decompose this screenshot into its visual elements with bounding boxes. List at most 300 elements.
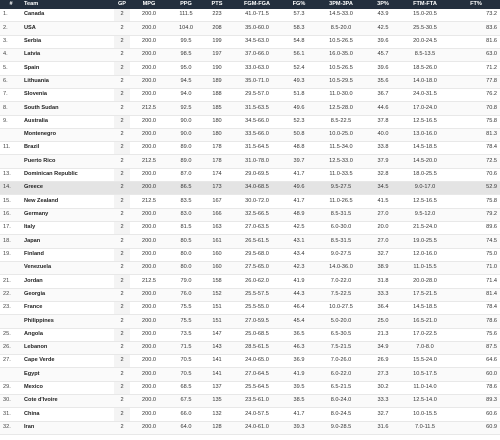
cell-ftm-fta: 20.0-28.0 [398,275,452,288]
table-row[interactable] [0,341,500,354]
cell-3p-pct: 43.9 [368,9,398,22]
cell-rank: 30. [0,395,22,408]
cell-fgm-fga: 24.0-57.5 [230,408,284,421]
cell-ppg: 95.0 [168,62,204,75]
cell-team: Japan [22,235,114,248]
cell-fgm-fga: 37.0-66.0 [230,48,284,61]
cell-ftm-fta: 10.5-17.5 [398,368,452,381]
cell-3p-pct: 34.9 [368,341,398,354]
cell-3p-pct: 44.6 [368,102,398,115]
cell-3p-pct: 31.6 [368,421,398,434]
cell-3p-pct: 26.9 [368,355,398,368]
cell-fg-pct: 43.4 [284,248,314,261]
cell-fgm-fga: 33.0-63.0 [230,62,284,75]
table-row[interactable] [0,62,500,75]
table-row[interactable] [0,222,500,235]
cell-ppg: 90.0 [168,128,204,141]
cell-pts: 160 [204,261,230,274]
table-row[interactable] [0,115,500,128]
cell-pts: 163 [204,222,230,235]
cell-gp: 2 [114,9,130,22]
cell-ft-pct: 70.6 [452,168,500,181]
column-header-gp[interactable]: GP [114,0,130,9]
cell-rank: 4. [0,48,22,61]
cell-rank: 22. [0,288,22,301]
cell-mpg: 200.0 [130,328,168,341]
cell-fgm-fga: 34.5-66.0 [230,115,284,128]
cell-rank: 8. [0,102,22,115]
cell-3p-pct: 32.7 [368,408,398,421]
cell-rank [0,155,22,168]
cell-ppg: 75.5 [168,315,204,328]
cell-fg-pct: 43.1 [284,235,314,248]
cell-rank: 11. [0,142,22,155]
table-row[interactable] [0,155,500,168]
cell-mpg: 200.0 [130,421,168,434]
cell-fg-pct: 48.9 [284,208,314,221]
cell-gp: 2 [114,62,130,75]
cell-gp: 2 [114,381,130,394]
cell-ppg: 83.5 [168,195,204,208]
cell-gp: 2 [114,222,130,235]
cell-gp: 2 [114,195,130,208]
cell-fgm-fga: 29.5-68.0 [230,248,284,261]
cell-ftm-fta: 12.0-16.0 [398,248,452,261]
cell-pts: 197 [204,48,230,61]
cell-3pm-3pa: 12.5-33.0 [314,155,368,168]
column-header-3pm-3pa[interactable]: 3PM-3PA [314,0,368,9]
cell-ppg: 86.5 [168,182,204,195]
cell-ft-pct: 81.4 [452,288,500,301]
table-row[interactable] [0,128,500,141]
cell-rank: 17. [0,222,22,235]
cell-gp: 2 [114,75,130,88]
cell-ft-pct: 89.3 [452,395,500,408]
cell-fg-pct: 41.9 [284,368,314,381]
table-row[interactable] [0,142,500,155]
cell-ftm-fta: 24.0-31.5 [398,88,452,101]
cell-fg-pct: 36.9 [284,355,314,368]
cell-ppg: 80.0 [168,248,204,261]
cell-3pm-3pa: 8.0-24.0 [314,395,368,408]
cell-pts: 190 [204,62,230,75]
table-row[interactable] [0,9,500,22]
cell-rank: 29. [0,381,22,394]
cell-ftm-fta: 10.0-15.5 [398,408,452,421]
column-header-team[interactable]: Team [22,0,114,9]
cell-fgm-fga: 34.0-68.5 [230,182,284,195]
cell-3pm-3pa: 11.5-34.0 [314,142,368,155]
cell-fg-pct: 41.9 [284,275,314,288]
cell-ftm-fta: 18.0-25.5 [398,168,452,181]
cell-3pm-3pa: 10.5-29.5 [314,75,368,88]
cell-3p-pct: 21.3 [368,328,398,341]
cell-fgm-fga: 34.5-63.0 [230,35,284,48]
cell-ftm-fta: 19.0-25.5 [398,235,452,248]
cell-gp: 2 [114,115,130,128]
cell-fgm-fga: 25.5-64.5 [230,381,284,394]
table-row[interactable] [0,168,500,181]
cell-gp: 2 [114,235,130,248]
cell-fg-pct: 39.5 [284,381,314,394]
cell-fgm-fga: 26.5-61.5 [230,235,284,248]
cell-pts: 147 [204,328,230,341]
cell-fgm-fga: 41.0-71.5 [230,9,284,22]
cell-team: Finland [22,248,114,261]
cell-fg-pct: 57.3 [284,9,314,22]
cell-3pm-3pa: 8.5-31.5 [314,235,368,248]
cell-pts: 151 [204,315,230,328]
cell-team: Spain [22,62,114,75]
cell-pts: 141 [204,368,230,381]
cell-fg-pct: 56.1 [284,48,314,61]
cell-gp: 2 [114,35,130,48]
cell-team: Canada [22,9,114,22]
cell-gp: 2 [114,128,130,141]
cell-fgm-fga: 27.0-59.5 [230,315,284,328]
cell-team: Cape Verde [22,355,114,368]
cell-3pm-3pa: 6.0-30.0 [314,222,368,235]
cell-mpg: 200.0 [130,222,168,235]
cell-team: South Sudan [22,102,114,115]
cell-mpg: 200.0 [130,261,168,274]
cell-rank: 32. [0,421,22,434]
cell-3p-pct: 39.6 [368,35,398,48]
cell-ppg: 83.0 [168,208,204,221]
cell-team: New Zealand [22,195,114,208]
table-body [0,9,500,435]
cell-fg-pct: 51.8 [284,88,314,101]
cell-fg-pct: 52.4 [284,62,314,75]
cell-ftm-fta: 14.0-18.0 [398,75,452,88]
column-header-3p-pct[interactable]: 3P% [368,0,398,9]
cell-ppg: 80.5 [168,235,204,248]
table-row[interactable] [0,248,500,261]
cell-ft-pct: 60.9 [452,421,500,434]
table-row[interactable] [0,261,500,274]
cell-gp: 2 [114,261,130,274]
cell-3p-pct: 41.5 [368,195,398,208]
cell-3p-pct: 37.8 [368,115,398,128]
cell-gp: 2 [114,248,130,261]
table-row[interactable] [0,75,500,88]
cell-mpg: 200.0 [130,395,168,408]
cell-gp: 2 [114,301,130,314]
table-row[interactable] [0,22,500,35]
column-header-pts[interactable]: PTS [204,0,230,9]
cell-ftm-fta: 15.0-20.5 [398,9,452,22]
cell-ft-pct: 78.6 [452,315,500,328]
cell-3p-pct: 31.8 [368,275,398,288]
cell-ft-pct: 75.6 [452,328,500,341]
cell-fgm-fga: 31.5-64.5 [230,142,284,155]
column-header-fgm-fga[interactable]: FGM-FGA [230,0,284,9]
cell-3pm-3pa: 6.5-30.5 [314,328,368,341]
cell-pts: 174 [204,168,230,181]
cell-gp: 2 [114,328,130,341]
cell-pts: 135 [204,395,230,408]
cell-team: Mexico [22,381,114,394]
cell-3pm-3pa: 9.0-27.5 [314,248,368,261]
cell-fgm-fga: 27.5-65.0 [230,261,284,274]
cell-gp: 2 [114,341,130,354]
table-row[interactable] [0,102,500,115]
cell-pts: 180 [204,115,230,128]
table-row[interactable] [0,381,500,394]
cell-fg-pct: 49.6 [284,182,314,195]
cell-rank: 18. [0,235,22,248]
cell-team: Philippines [22,315,114,328]
cell-fg-pct: 46.3 [284,341,314,354]
cell-mpg: 200.0 [130,355,168,368]
cell-gp: 2 [114,288,130,301]
cell-ft-pct: 78.4 [452,142,500,155]
table-row[interactable] [0,288,500,301]
table-row[interactable] [0,315,500,328]
cell-team: Cote d'Ivoire [22,395,114,408]
cell-fgm-fga: 29.5-57.0 [230,88,284,101]
table-row[interactable] [0,208,500,221]
cell-3p-pct: 33.3 [368,288,398,301]
cell-rank: 25. [0,328,22,341]
cell-ppg: 98.5 [168,48,204,61]
cell-3pm-3pa: 6.5-21.5 [314,381,368,394]
cell-mpg: 200.0 [130,288,168,301]
cell-fg-pct: 41.7 [284,168,314,181]
cell-3p-pct: 32.8 [368,168,398,181]
cell-3pm-3pa: 9.0-28.5 [314,421,368,434]
cell-fg-pct: 50.8 [284,128,314,141]
cell-ft-pct: 77.8 [452,75,500,88]
cell-pts: 199 [204,35,230,48]
cell-gp: 2 [114,395,130,408]
cell-fg-pct: 36.5 [284,328,314,341]
cell-ft-pct: 71.0 [452,261,500,274]
cell-fgm-fga: 25.5-57.5 [230,288,284,301]
cell-pts: 160 [204,248,230,261]
cell-gp: 2 [114,102,130,115]
cell-pts: 189 [204,75,230,88]
cell-fg-pct: 41.7 [284,195,314,208]
cell-fgm-fga: 31.5-63.5 [230,102,284,115]
table-row[interactable] [0,301,500,314]
cell-team: Georgia [22,288,114,301]
table-row[interactable] [0,195,500,208]
cell-ftm-fta: 21.5-24.0 [398,222,452,235]
cell-mpg: 212.5 [130,275,168,288]
column-header-fg-pct[interactable]: FG% [284,0,314,9]
cell-pts: 188 [204,88,230,101]
cell-ftm-fta: 12.5-16.5 [398,115,452,128]
cell-ft-pct: 73.2 [452,9,500,22]
cell-team: Australia [22,115,114,128]
cell-3p-pct: 37.9 [368,155,398,168]
cell-fg-pct: 39.3 [284,421,314,434]
table-row[interactable] [0,395,500,408]
cell-pts: 141 [204,355,230,368]
cell-ppg: 76.0 [168,288,204,301]
cell-rank: 9. [0,115,22,128]
cell-ftm-fta: 14.5-20.0 [398,155,452,168]
cell-gp: 2 [114,315,130,328]
cell-mpg: 200.0 [130,168,168,181]
cell-fg-pct: 38.5 [284,395,314,408]
cell-pts: 173 [204,182,230,195]
cell-mpg: 200.0 [130,248,168,261]
cell-team: USA [22,22,114,35]
cell-team: France [22,301,114,314]
cell-team: Egypt [22,368,114,381]
cell-rank: 2. [0,22,22,35]
cell-mpg: 200.0 [130,22,168,35]
cell-mpg: 200.0 [130,142,168,155]
cell-pts: 166 [204,208,230,221]
column-header-ppg[interactable]: PPG [168,0,204,9]
cell-fgm-fga: 27.0-63.5 [230,222,284,235]
cell-gp: 2 [114,368,130,381]
cell-3p-pct: 42.5 [368,22,398,35]
cell-ft-pct: 78.4 [452,301,500,314]
cell-mpg: 200.0 [130,235,168,248]
cell-pts: 161 [204,235,230,248]
cell-mpg: 200.0 [130,368,168,381]
cell-gp: 2 [114,275,130,288]
cell-rank: 31. [0,408,22,421]
cell-fg-pct: 42.3 [284,261,314,274]
cell-gp: 2 [114,155,130,168]
cell-mpg: 200.0 [130,88,168,101]
cell-ft-pct: 89.6 [452,222,500,235]
cell-3pm-3pa: 11.0-26.5 [314,195,368,208]
cell-ft-pct: 60.0 [452,368,500,381]
table-row[interactable] [0,368,500,381]
cell-gp: 2 [114,48,130,61]
cell-3pm-3pa: 6.0-22.0 [314,368,368,381]
cell-ftm-fta: 13.0-16.0 [398,128,452,141]
cell-mpg: 212.5 [130,195,168,208]
cell-ftm-fta: 18.5-26.0 [398,62,452,75]
cell-3pm-3pa: 8.5-22.5 [314,115,368,128]
cell-rank: 3. [0,35,22,48]
cell-ft-pct: 75.8 [452,115,500,128]
cell-gp: 2 [114,182,130,195]
cell-3p-pct: 33.8 [368,142,398,155]
cell-ft-pct: 81.6 [452,35,500,48]
cell-ppg: 70.5 [168,368,204,381]
cell-3pm-3pa: 7.5-21.5 [314,341,368,354]
cell-3pm-3pa: 8.5-31.5 [314,208,368,221]
cell-ppg: 75.5 [168,301,204,314]
cell-ftm-fta: 7.0-8.0 [398,341,452,354]
cell-rank [0,368,22,381]
cell-3pm-3pa: 8.0-24.5 [314,408,368,421]
cell-fgm-fga: 26.0-62.0 [230,275,284,288]
cell-ft-pct: 71.2 [452,62,500,75]
table-row[interactable] [0,88,500,101]
cell-fgm-fga: 25.5-55.0 [230,301,284,314]
cell-ftm-fta: 17.0-24.0 [398,102,452,115]
cell-mpg: 200.0 [130,182,168,195]
column-header-ft-pct[interactable]: FT% [452,0,500,9]
cell-3pm-3pa: 10.0-27.5 [314,301,368,314]
cell-ftm-fta: 14.5-18.5 [398,142,452,155]
cell-rank: 16. [0,208,22,221]
cell-ftm-fta: 16.5-21.0 [398,315,452,328]
cell-gp: 2 [114,88,130,101]
table-row[interactable] [0,408,500,421]
cell-3p-pct: 35.6 [368,75,398,88]
cell-3p-pct: 25.0 [368,315,398,328]
cell-ft-pct: 79.2 [452,208,500,221]
cell-ftm-fta: 20.0-24.5 [398,35,452,48]
cell-gp: 2 [114,408,130,421]
cell-mpg: 200.0 [130,35,168,48]
cell-3pm-3pa: 7.0-26.0 [314,355,368,368]
cell-pts: 180 [204,128,230,141]
column-header-rank[interactable]: # [0,0,22,9]
cell-ppg: 73.5 [168,328,204,341]
cell-mpg: 212.5 [130,155,168,168]
table-row[interactable] [0,182,500,195]
cell-3p-pct: 36.7 [368,88,398,101]
cell-ftm-fta: 17.5-21.5 [398,288,452,301]
cell-ftm-fta: 14.5-18.5 [398,301,452,314]
cell-pts: 152 [204,288,230,301]
cell-ppg: 80.0 [168,261,204,274]
table-row[interactable] [0,275,500,288]
cell-fg-pct: 44.3 [284,288,314,301]
cell-ft-pct: 60.6 [452,408,500,421]
cell-pts: 185 [204,102,230,115]
cell-fgm-fga: 33.5-66.0 [230,128,284,141]
cell-ftm-fta: 11.0-15.5 [398,261,452,274]
cell-fgm-fga: 28.5-61.5 [230,341,284,354]
cell-ppg: 66.0 [168,408,204,421]
cell-pts: 223 [204,9,230,22]
cell-3p-pct: 45.7 [368,48,398,61]
cell-3pm-3pa: 12.5-28.0 [314,102,368,115]
cell-ft-pct: 52.9 [452,182,500,195]
cell-ppg: 79.0 [168,275,204,288]
cell-team: Lithuania [22,75,114,88]
table-row[interactable] [0,328,500,341]
table-row[interactable] [0,355,500,368]
table-row[interactable] [0,421,500,434]
cell-rank: 15. [0,195,22,208]
cell-gp: 2 [114,168,130,181]
cell-rank: 6. [0,75,22,88]
cell-mpg: 200.0 [130,381,168,394]
cell-3p-pct: 34.5 [368,182,398,195]
cell-team: Lebanon [22,341,114,354]
cell-fgm-fga: 24.0-61.0 [230,421,284,434]
table-row[interactable] [0,35,500,48]
cell-mpg: 200.0 [130,48,168,61]
column-header-ftm-fta[interactable]: FTM-FTA [398,0,452,9]
cell-gp: 2 [114,142,130,155]
cell-rank [0,261,22,274]
cell-3p-pct: 33.3 [368,395,398,408]
cell-pts: 178 [204,142,230,155]
cell-ppg: 87.0 [168,168,204,181]
column-header-mpg[interactable]: MPG [130,0,168,9]
cell-ppg: 67.5 [168,395,204,408]
cell-3pm-3pa: 10.5-26.5 [314,35,368,48]
cell-ft-pct: 83.6 [452,22,500,35]
table-row[interactable] [0,235,500,248]
table-row[interactable] [0,48,500,61]
cell-ft-pct: 64.6 [452,355,500,368]
